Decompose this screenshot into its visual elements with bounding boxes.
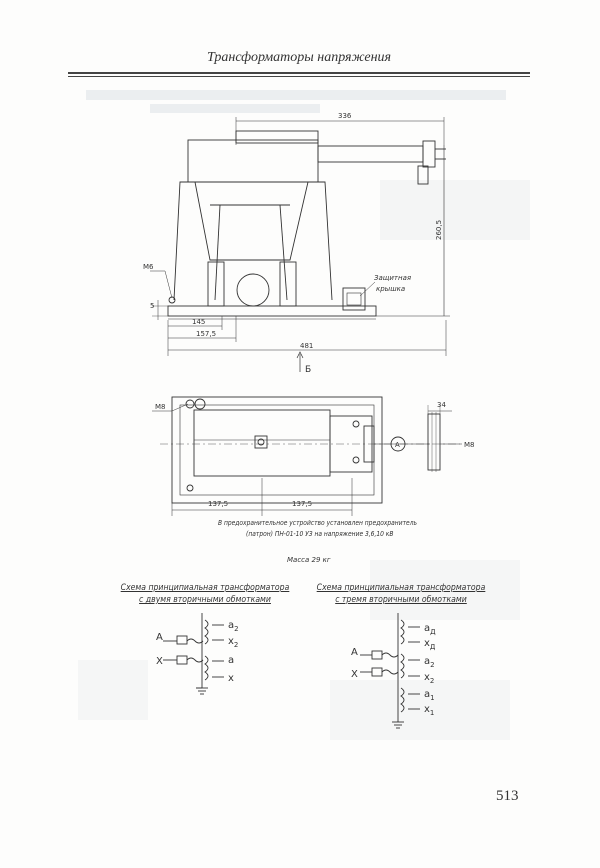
- left-a-terminal: A: [156, 632, 163, 643]
- plan-m8-left: M8: [155, 403, 166, 411]
- label-cover-2: крышка: [376, 285, 406, 293]
- dim-260: 260,5: [435, 219, 443, 240]
- page-number: 513: [496, 788, 519, 804]
- label-5: 5: [150, 302, 155, 310]
- scheme-right-title-line-1: Схема принципиальная трансформатора: [316, 583, 486, 593]
- label-m6: M6: [143, 263, 154, 271]
- mass-note: Масса 29 кг: [287, 556, 331, 564]
- plan-view: [152, 397, 462, 516]
- scheme-left-title: [115, 582, 296, 606]
- scheme-two-windings: [163, 613, 224, 694]
- left-a2: $a_2$: [228, 620, 239, 633]
- right-x1: $x_1$: [424, 704, 435, 717]
- view-arrow-b: Б: [305, 365, 312, 375]
- plan-34: 34: [437, 401, 446, 409]
- label-cover-1: Защитная: [374, 274, 412, 282]
- scheme-left-title-line-2: с двумя вторичными обмотками: [139, 595, 271, 605]
- dim-145: 145: [192, 318, 206, 326]
- right-a-terminal: A: [351, 647, 358, 658]
- left-x: x: [228, 673, 234, 684]
- right-xd: $x_Д$: [424, 638, 436, 651]
- right-a2: $a_2$: [424, 656, 435, 669]
- scheme-right-title: [311, 582, 492, 606]
- dim-157: 157,5: [196, 330, 217, 338]
- fuse-note-line-2: (патрон) ПН-01-10 УЗ на напряжение 3,6,10 кВ: [246, 530, 394, 538]
- right-a1: $a_1$: [424, 689, 435, 702]
- scheme-left-title-line-1: Схема принципиальная трансформатора: [120, 583, 290, 593]
- right-ad: $a_Д$: [424, 623, 436, 636]
- left-a: a: [228, 655, 235, 666]
- left-x2: $x_2$: [228, 636, 239, 649]
- dim-481: 481: [300, 342, 314, 350]
- scheme-right-title-line-2: с тремя вторичными обмотками: [335, 595, 467, 605]
- running-title: Трансформаторы напряжения: [206, 50, 392, 65]
- fuse-note-line-1: В предохранительное устройство установлен предохранитель: [218, 519, 418, 527]
- right-x2: $x_2$: [424, 672, 435, 685]
- front-view: [150, 117, 450, 372]
- scheme-three-windings: [360, 613, 420, 728]
- plan-137-right: 137,5: [292, 500, 313, 508]
- right-x-terminal: X: [351, 669, 358, 680]
- plan-m8-right: M8: [464, 441, 475, 449]
- plan-a: A: [395, 441, 400, 449]
- dim-336: 336: [338, 112, 352, 120]
- plan-137-left: 137,5: [208, 500, 229, 508]
- left-x-terminal: X: [156, 656, 163, 667]
